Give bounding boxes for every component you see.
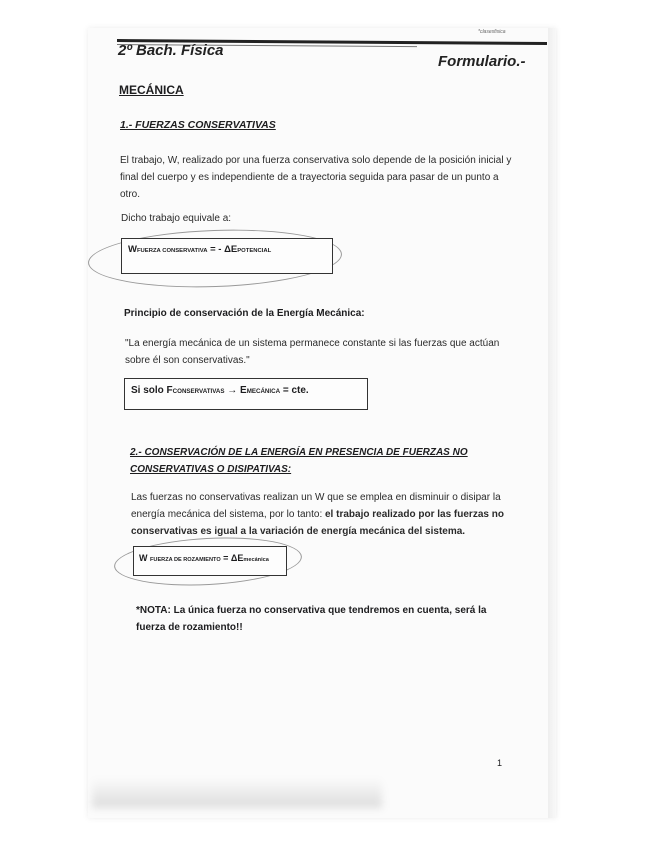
subsection1-title: 1.- FUERZAS CONSERVATIVAS <box>120 119 276 131</box>
formula-box-conservative <box>121 238 333 274</box>
formula-e-sub: POTENCIAL <box>237 248 272 254</box>
paper-shadow <box>548 28 558 818</box>
header-tiny-note: *clasesfisica <box>478 29 506 35</box>
principle-text: "La energía mecánica de un sistema permanece constante si las fuerzas que actúan sobre él son conservativas." <box>125 338 500 366</box>
header-title: Formulario.- <box>438 53 526 70</box>
subsection2-title: 2.- CONSERVACIÓN DE LA ENERGÍA EN PRESENCIA DE FUERZAS NO CONSERVATIVAS O DISIPATIVAS: <box>130 447 468 475</box>
formula-box-mechanical <box>124 378 368 410</box>
formula3-w-sub: FUERZA DE ROZAMIENTO <box>150 557 221 563</box>
subsection2-paragraph <box>131 489 516 540</box>
note-text: *NOTA: La única fuerza no conservativa que tendremos en cuenta, será la fuerza de rozamiento!! <box>136 605 487 633</box>
principle-title: Principio de conservación de la Energía Mecánica: <box>124 308 365 319</box>
subsection2-paragraph-plain: Las fuerzas no conservativas realizan un W que se emplea en disminuir o disipar la energía mecánica del sistema, por lo tanto: <box>131 492 501 520</box>
formula2-arrow: → E <box>224 385 247 396</box>
formula3-rest: = ΔE <box>220 553 244 563</box>
subsection1-paragraph: El trabajo, W, realizado por una fuerza conservativa solo depende de la posición inicial y final del cuerpo y es independiente de a trayectoria seguida para pasar de un punto a otro. <box>120 155 512 200</box>
section-title: MECÁNICA <box>119 83 184 97</box>
formula2-post: = cte. <box>280 385 309 396</box>
subsection2-paragraph-bold: el trabajo realizado por las fuerzas no conservativas es igual a la variación de energía mecánica del sistema. <box>131 509 504 537</box>
formula2-f-sub: CONSERVATIVAS <box>172 388 225 395</box>
formula-w: W <box>128 244 137 255</box>
formula-friction <box>139 553 269 563</box>
scan-smudge <box>92 778 382 808</box>
formula-w-sub: FUERZA CONSERVATIVA <box>136 248 208 254</box>
header-course: 2º Bach. Física <box>118 42 224 59</box>
formula-box-friction <box>133 546 287 576</box>
formula3-w: W <box>139 553 148 563</box>
formula2-pre: Si solo F <box>131 385 173 396</box>
paper-sheet <box>88 28 556 818</box>
subsection1-intro: Dicho trabajo equivale a: <box>121 213 232 224</box>
formula2-e-sub: MECÁNICA <box>246 388 281 395</box>
formula-conservative <box>128 244 271 255</box>
page-number: 1 <box>497 758 503 768</box>
formula-mechanical <box>131 385 309 396</box>
formula3-e-sub: mecánica <box>243 557 269 563</box>
formula-rest: = - ΔE <box>207 244 238 255</box>
